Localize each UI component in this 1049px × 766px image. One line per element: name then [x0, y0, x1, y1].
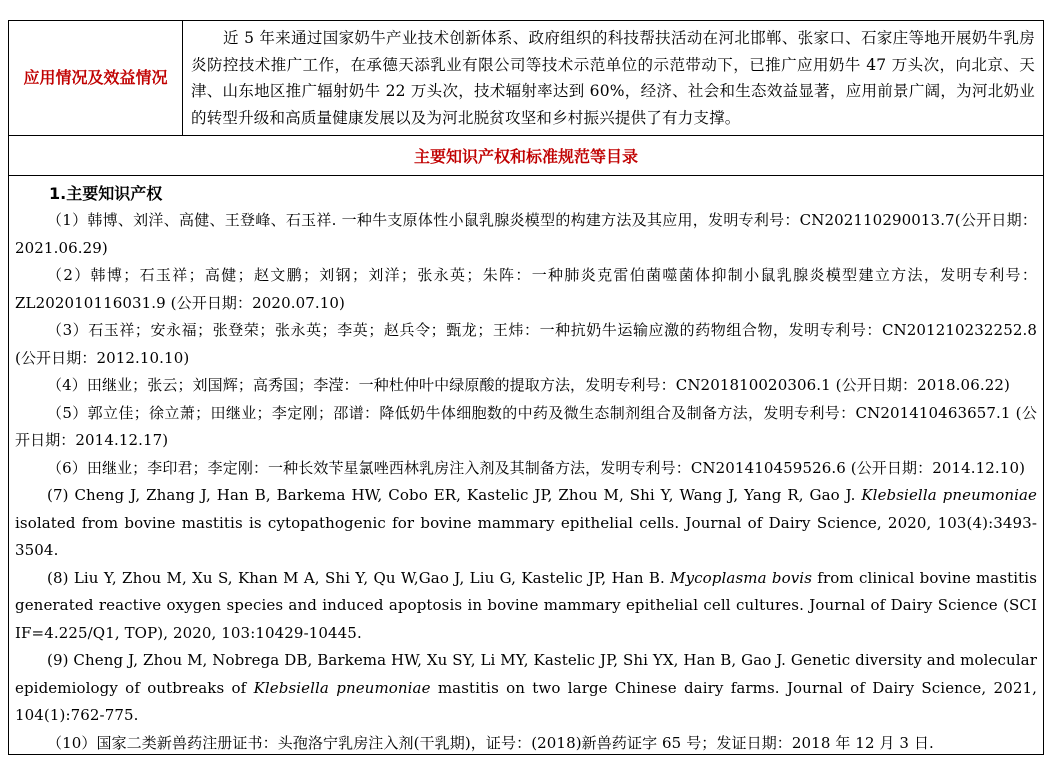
- ip-item-2: （2）韩博；石玉祥；高健；赵文鹏；刘钢；刘洋；张永英；朱阵：一种肺炎克雷伯菌噬菌体抑制小鼠乳腺炎模型建立方法，发明专利号：ZL202010116031.9 (公开日期：2020.07.10): [15, 266, 1037, 312]
- ip-item-9-species: Klebsiella pneumoniae: [253, 678, 431, 697]
- ip-item-7-species: Klebsiella pneumoniae: [861, 486, 1037, 504]
- ip-item-1: （1）韩博、刘洋、高健、王登峰、石玉祥. 一种牛支原体性小鼠乳腺炎模型的构建方法及其应用，发明专利号：CN202110290013.7(公开日期：2021.06.29): [15, 211, 1037, 257]
- ip-item-7-authors: (7) Cheng J, Zhang J, Han B, Barkema HW, Cobo ER, Kastelic JP, Zhou M, Shi Y, Wang J, Yang R, Gao J.: [47, 486, 862, 504]
- ip-item-8-rest: from clinical bovine mastitis generated reactive oxygen species and induced apoptosis in bovine mammary epithelial cell cultures. Journal of Dairy Science (SCI IF=4.225/Q1, TOP), 2020, 103:10429-10445.: [15, 568, 1037, 642]
- ip-item-8-species: Mycoplasma bovis: [670, 568, 813, 587]
- ip-item-6: （6）田继业；李印君；李定刚：一种长效苄星氯唑西林乳房注入剂及其制备方法，发明专利号：CN201410459526.6 (公开日期：2014.12.10): [47, 458, 1026, 477]
- section-heading: 1.主要知识产权: [49, 184, 163, 203]
- ip-item-8-authors: (8) Liu Y, Zhou M, Xu S, Khan M A, Shi Y, Qu W,Gao J, Liu G, Kastelic JP, Han B.: [47, 568, 671, 587]
- ip-item-8: [15, 565, 1037, 648]
- catalog-body: [9, 176, 1043, 757]
- application-content-cell: [183, 21, 1043, 135]
- catalog-title-row: [9, 135, 1043, 176]
- ip-item-4: （4）田继业；张云；刘国辉；高秀国；李滢：一种杜仲叶中绿原酸的提取方法，发明专利号：CN201810020306.1 (公开日期：2018.06.22): [47, 376, 1010, 394]
- ip-item-3: （3）石玉祥；安永福；张登荣；张永英；李英；赵兵令；甄龙；王炜：一种抗奶牛运输应激的药物组合物，发明专利号：CN201210232252.8 (公开日期：2012.10.10): [15, 321, 1037, 367]
- application-row: [9, 21, 1043, 136]
- catalog-title: 主要知识产权和标准规范等目录: [413, 146, 638, 166]
- ip-item-5: （5）郭立佳；徐立萧；田继业；李定刚；邵谱：降低奶牛体细胞数的中药及微生态制剂组合及制备方法，发明专利号：CN201410463657.1 (公开日期：2014.12.17): [15, 403, 1037, 449]
- ip-item-9-authors: (9) Cheng J, Zhou M, Nobrega DB, Barkema HW, Xu SY, Li MY, Kastelic JP, Shi YX, Han B, Gao J. Genetic diversity and molecular epidemiology of outbreaks of: [15, 651, 1037, 697]
- ip-item-10: （10）国家二类新兽药注册证书：头孢洛宁乳房注入剂(干乳期)，证号：(2018)新兽药证字 65 号；发证日期：2018 年 12 月 3 日.: [47, 733, 934, 752]
- application-label: 应用情况及效益情况: [23, 68, 168, 87]
- ip-item-7-rest: isolated from bovine mastitis is cytopathogenic for bovine mammary epithelial cells. Journal of Dairy Science, 2020, 103(4):3493-3504.: [15, 513, 1037, 559]
- application-label-cell: [9, 21, 183, 135]
- ip-item-7: [15, 482, 1037, 565]
- document-table: [8, 20, 1044, 755]
- ip-item-9: [15, 647, 1037, 730]
- application-text: 近 5 年来通过国家奶牛产业技术创新体系、政府组织的科技帮扶活动在河北邯郸、张家口、石家庄等地开展奶牛乳房炎防控技术推广工作，在承德天添乳业有限公司等技术示范单位的示范带动下，已推广应用奶牛 47 万头次，向北京、天津、山东地区推广辐射奶牛 22 万头次，技术辐射率达到 60%，经济、社会和生态效益显著，应用前景广阔，为河北奶业的转型升级和高质量健康发展以及为河北脱贫攻坚和乡村振兴提供了有力支撑。: [191, 29, 1035, 127]
- ip-item-9-rest: mastitis on two large Chinese dairy farms. Journal of Dairy Science, 2021, 104(1):762-775.: [15, 678, 1037, 724]
